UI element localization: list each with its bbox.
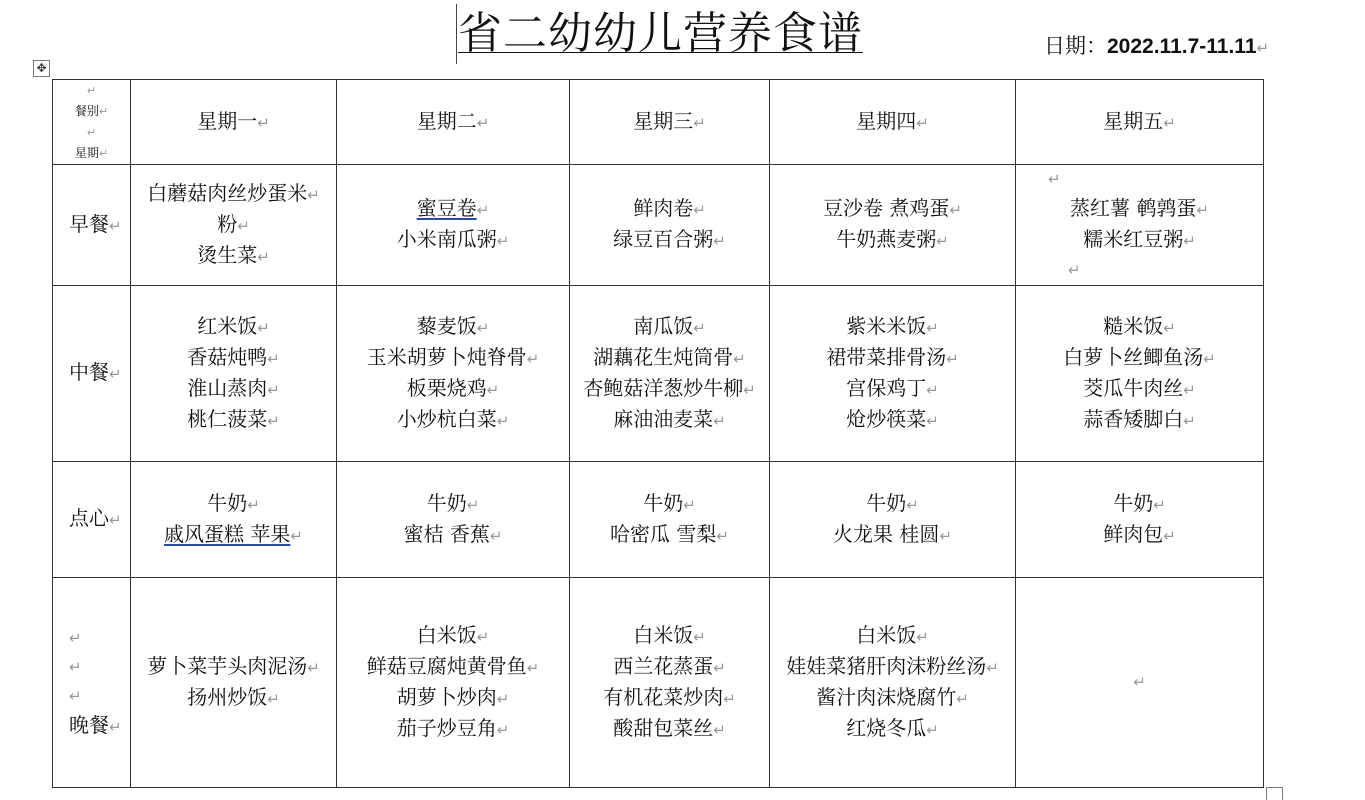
dish-item: 蜜桔 香蕉↵ — [403, 521, 503, 546]
date-value: 2022.11.7-11.11 — [1107, 35, 1257, 58]
dish-item: 糙米饭↵ — [1103, 313, 1176, 338]
dish-item: 藜麦饭↵ — [416, 313, 490, 338]
dish-item: 有机花菜炒肉↵ — [603, 684, 736, 709]
paragraph-mark-icon: ↵ — [1256, 39, 1270, 57]
menu-cell[interactable] — [770, 578, 1016, 788]
day-header-tue: 星期二↵ — [337, 80, 570, 165]
corner-meal-label: 餐别↵ — [74, 104, 109, 118]
meal-label: ↵ ↵ ↵ 晚餐↵ — [53, 578, 131, 788]
dish-item: 香菇炖鸭↵ — [187, 344, 280, 369]
dish-item: 小炒杭白菜↵ — [396, 406, 510, 431]
dish-item: 茄子炒豆角↵ — [396, 715, 510, 740]
menu-cell[interactable] — [570, 578, 770, 788]
menu-cell[interactable] — [337, 165, 570, 286]
dish-item: 扬州炒饭↵ — [187, 684, 280, 709]
paragraph-mark-icon: ↵ — [69, 686, 82, 705]
dish-item: 白蘑菇肉丝炒蛋米↵ — [147, 180, 320, 205]
date-line — [1044, 30, 1269, 60]
dish-item: 烫生菜↵ — [197, 242, 270, 267]
dish-item: 白米饭↵ — [416, 622, 490, 647]
meal-row-breakfast — [53, 165, 1264, 286]
menu-table — [52, 79, 1264, 788]
paragraph-mark-icon: ↵ — [69, 628, 82, 647]
dish-item: 红米饭↵ — [197, 313, 270, 338]
day-header-fri: 星期五↵ — [1016, 80, 1264, 165]
menu-cell[interactable] — [337, 462, 570, 578]
dish-item: 小米南瓜粥↵ — [396, 227, 510, 251]
paragraph-mark-icon: ↵ — [1133, 673, 1146, 691]
meal-label: 中餐↵ — [53, 286, 131, 462]
meal-name: 点心 — [69, 506, 109, 530]
dish-item: 火龙果 桂圆↵ — [833, 521, 952, 546]
menu-cell[interactable] — [131, 286, 337, 462]
dish-item: 杏鲍菇洋葱炒牛柳↵ — [583, 375, 756, 400]
dish-item: 淮山蒸肉↵ — [187, 375, 280, 400]
dish-item: 湖藕花生炖筒骨↵ — [593, 344, 746, 369]
corner-cell: ↵ 餐别↵ ↵ 星期↵ — [53, 80, 131, 165]
menu-cell[interactable] — [1016, 462, 1264, 578]
menu-cell[interactable] — [770, 286, 1016, 462]
dish-item: 蒸红薯 鹌鹑蛋↵ — [1070, 196, 1209, 220]
menu-cell[interactable] — [131, 462, 337, 578]
dish-item: 粉↵ — [217, 211, 250, 236]
dish-item: 酱汁肉沫烧腐竹↵ — [816, 684, 969, 709]
menu-cell[interactable] — [131, 578, 337, 788]
dish-item: 牛奶↵ — [207, 490, 260, 515]
meal-row-lunch — [53, 286, 1264, 462]
meal-label: 点心↵ — [53, 462, 131, 578]
paragraph-mark-icon: ↵ — [69, 657, 82, 676]
dish-item: 炝炒筷菜↵ — [846, 406, 939, 431]
menu-cell[interactable] — [337, 578, 570, 788]
dish-item: 牛奶↵ — [866, 490, 919, 515]
meal-name: 晚餐 — [69, 712, 109, 737]
page-title: 省二幼幼儿营养食谱 — [456, 4, 863, 64]
day-header-mon: 星期一↵ — [131, 80, 337, 165]
dish-item: 白米饭↵ — [633, 622, 706, 647]
dish-item: 红烧冬瓜↵ — [846, 715, 939, 740]
meal-row-snack — [53, 462, 1264, 578]
menu-cell[interactable] — [570, 165, 770, 286]
dish-item: 西兰花蒸蛋↵ — [613, 653, 726, 678]
dish-item: 鲜肉包↵ — [1103, 521, 1176, 546]
dish-item: 胡萝卜炒肉↵ — [396, 684, 510, 709]
dish-item: 哈密瓜 雪梨↵ — [610, 521, 729, 546]
dish-item: 桃仁菠菜↵ — [187, 406, 280, 431]
dish-item: 玉米胡萝卜炖脊骨↵ — [366, 344, 540, 369]
menu-cell[interactable] — [1016, 578, 1264, 788]
dish-item: 宫保鸡丁↵ — [846, 375, 939, 400]
dish-item: 牛奶↵ — [426, 490, 480, 515]
dish-item: 牛奶↵ — [1113, 490, 1166, 515]
menu-cell[interactable] — [131, 165, 337, 286]
dish-item: 蒜香矮脚白↵ — [1083, 406, 1196, 431]
dish-item: 蜜豆卷↵ — [416, 196, 490, 220]
dish-item: 萝卜菜芋头肉泥汤↵ — [147, 653, 320, 678]
dish-item: 牛奶燕麦粥↵ — [836, 227, 949, 251]
dish-item: 茭瓜牛肉丝↵ — [1083, 375, 1196, 400]
table-resize-handle[interactable] — [1266, 787, 1283, 800]
menu-cell[interactable] — [770, 165, 1016, 286]
menu-cell[interactable] — [1016, 286, 1264, 462]
header-row — [53, 80, 1264, 165]
meal-row-dinner — [53, 578, 1264, 788]
dish-item: 麻油油麦菜↵ — [613, 406, 726, 431]
meal-name: 早餐 — [69, 211, 109, 236]
dish-item: 牛奶↵ — [643, 490, 696, 515]
dish-item: 白米饭↵ — [856, 622, 929, 647]
dish-item: 裙带菜排骨汤↵ — [826, 344, 959, 369]
day-header-thu: 星期四↵ — [770, 80, 1016, 165]
menu-cell[interactable] — [570, 462, 770, 578]
dish-item: 紫米米饭↵ — [846, 313, 939, 338]
menu-cell[interactable] — [770, 462, 1016, 578]
dish-item: 糯米红豆粥↵ — [1083, 227, 1196, 251]
menu-cell[interactable] — [337, 286, 570, 462]
meal-name: 中餐 — [69, 360, 109, 384]
dish-item: 南瓜饭↵ — [633, 313, 706, 338]
dish-item: 白萝卜丝鲫鱼汤↵ — [1063, 344, 1216, 369]
menu-cell[interactable] — [570, 286, 770, 462]
meal-label: 早餐↵ — [53, 165, 131, 286]
menu-cell[interactable]: ↵ 蒸红薯 鹌鹑蛋↵ 糯米红豆粥↵ ↵ — [1016, 165, 1264, 286]
day-header-wed: 星期三↵ — [570, 80, 770, 165]
dish-item: 娃娃菜猪肝肉沫粉丝汤↵ — [786, 653, 999, 678]
dish-item: 鲜菇豆腐炖黄骨鱼↵ — [366, 653, 540, 678]
dish-item: 酸甜包菜丝↵ — [613, 715, 726, 740]
date-label: 日期： — [1044, 34, 1107, 58]
dish-item: 戚风蛋糕 苹果↵ — [164, 521, 303, 546]
dish-item: 豆沙卷 煮鸡蛋↵ — [823, 196, 962, 220]
dish-item: 绿豆百合粥↵ — [613, 227, 726, 251]
dish-item: 板栗烧鸡↵ — [406, 375, 500, 400]
dish-item: 鲜肉卷↵ — [633, 196, 706, 220]
table-move-handle-icon[interactable]: ✥ — [33, 60, 50, 77]
corner-day-label: 星期↵ — [74, 146, 109, 160]
